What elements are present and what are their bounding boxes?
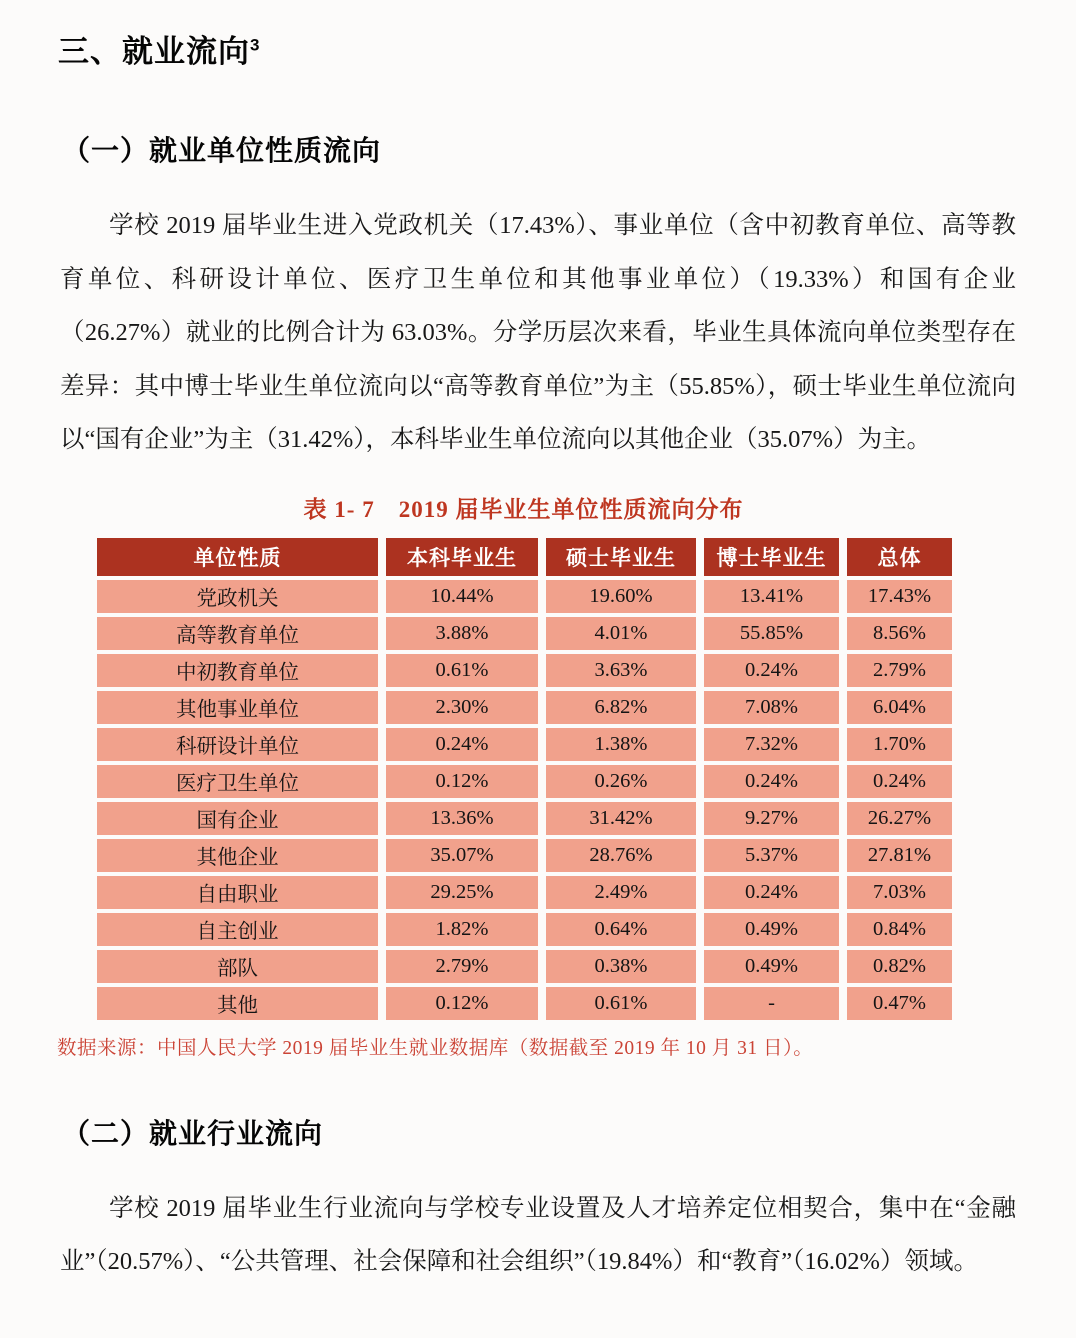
chapter-heading-text: 三、就业流向 <box>58 34 250 69</box>
table-value-cell: 0.24% <box>847 765 952 798</box>
table-value-cell: 35.07% <box>386 839 538 872</box>
table-value-cell: 17.43% <box>847 580 952 613</box>
table-value-cell: 0.49% <box>704 950 839 983</box>
table-value-cell: 0.84% <box>847 913 952 946</box>
table-value-cell: 13.36% <box>386 802 538 835</box>
table-value-cell: 31.42% <box>546 802 696 835</box>
table-value-cell: 4.01% <box>546 617 696 650</box>
table-row-label-cell: 国有企业 <box>97 802 378 835</box>
table-value-cell: 7.08% <box>704 691 839 724</box>
table-row-label-cell: 其他企业 <box>97 839 378 872</box>
section2-heading: （二）就业行业流向 <box>62 1117 324 1149</box>
table-value-cell: 0.61% <box>546 987 696 1020</box>
table-row-label-cell: 自主创业 <box>97 913 378 946</box>
unit-nature-table <box>97 538 950 1020</box>
table-value-cell: 2.30% <box>386 691 538 724</box>
table-value-cell: 2.79% <box>386 950 538 983</box>
table-caption: 表 1- 7 2019 届毕业生单位性质流向分布 <box>303 496 744 522</box>
table-value-cell: 7.32% <box>704 728 839 761</box>
table-value-cell: 55.85% <box>704 617 839 650</box>
table-value-cell: 0.38% <box>546 950 696 983</box>
table-value-cell: 0.24% <box>704 876 839 909</box>
table-value-cell: 29.25% <box>386 876 538 909</box>
table-value-cell: 6.82% <box>546 691 696 724</box>
data-source-note: 数据来源：中国人民大学 2019 届毕业生就业数据库（数据截至 2019 年 10 月 31 日）。 <box>57 1037 814 1059</box>
table-value-cell: 2.79% <box>847 654 952 687</box>
table-header-cell: 硕士毕业生 <box>546 538 696 576</box>
table-value-cell: 0.24% <box>704 765 839 798</box>
table-value-cell: 28.76% <box>546 839 696 872</box>
table-value-cell: 10.44% <box>386 580 538 613</box>
table-value-cell: 0.82% <box>847 950 952 983</box>
table-value-cell: 19.60% <box>546 580 696 613</box>
table-value-cell: 26.27% <box>847 802 952 835</box>
table-value-cell: 2.49% <box>546 876 696 909</box>
table-value-cell: 0.24% <box>704 654 839 687</box>
table-value-cell: 1.82% <box>386 913 538 946</box>
table-value-cell: 0.61% <box>386 654 538 687</box>
table-row-label-cell: 其他 <box>97 987 378 1020</box>
table-header-cell: 总体 <box>847 538 952 576</box>
table-value-cell: 0.26% <box>546 765 696 798</box>
table-value-cell: 13.41% <box>704 580 839 613</box>
table-value-cell: 27.81% <box>847 839 952 872</box>
table-header-cell: 单位性质 <box>97 538 378 576</box>
table-row-label-cell: 其他事业单位 <box>97 691 378 724</box>
table-row-label-cell: 自由职业 <box>97 876 378 909</box>
table-value-cell: 8.56% <box>847 617 952 650</box>
table-row-label-cell: 部队 <box>97 950 378 983</box>
chapter-heading <box>58 26 1076 71</box>
table-value-cell: 6.04% <box>847 691 952 724</box>
table-row-label-cell: 高等教育单位 <box>97 617 378 650</box>
table-value-cell: 0.12% <box>386 765 538 798</box>
table-value-cell: 3.88% <box>386 617 538 650</box>
table-header-cell: 本科毕业生 <box>386 538 538 576</box>
table-value-cell: 0.49% <box>704 913 839 946</box>
table-row-label-cell: 中初教育单位 <box>97 654 378 687</box>
table-value-cell: 9.27% <box>704 802 839 835</box>
table-value-cell: 5.37% <box>704 839 839 872</box>
table-value-cell: 0.64% <box>546 913 696 946</box>
table-row-label-cell: 党政机关 <box>97 580 378 613</box>
table-value-cell: 3.63% <box>546 654 696 687</box>
table-header-cell: 博士毕业生 <box>704 538 839 576</box>
table-value-cell: 0.12% <box>386 987 538 1020</box>
table-value-cell: 7.03% <box>847 876 952 909</box>
table-value-cell: 1.38% <box>546 728 696 761</box>
section1-heading: （一）就业单位性质流向 <box>62 135 382 166</box>
table-row-label-cell: 科研设计单位 <box>97 728 378 761</box>
paragraph-industry-flow: 学校 2019 届毕业生行业流向与学校专业设置及人才培养定位相契合，集中在“金融业”（20.57%）、“公共管理、社会保障和社会组织”（19.84%）和“教育”（16.02%）领域。 <box>60 1194 1016 1275</box>
table-value-cell: 1.70% <box>847 728 952 761</box>
table-value-cell: - <box>704 987 839 1020</box>
table-value-cell: 0.24% <box>386 728 538 761</box>
paragraph-unit-flow: 学校 2019 届毕业生进入党政机关（17.43%）、事业单位（含中初教育单位、高等教育单位、科研设计单位、医疗卫生单位和其他事业单位）（19.33%）和国有企业（26.27%）就业的比例合计为 63.03%。分学历层次来看，毕业生具体流向单位类型存在差异：其中博士毕业生单位流向以“高等教育单位”为主（55.85%），硕士毕业生单位流向以“国有企业”为主（31.42%），本科毕业生单位流向以其他企业（35.07%）为主。 <box>60 212 1016 453</box>
footnote-marker: 3 <box>250 35 261 55</box>
table-value-cell: 0.47% <box>847 987 952 1020</box>
table-row-label-cell: 医疗卫生单位 <box>97 765 378 798</box>
